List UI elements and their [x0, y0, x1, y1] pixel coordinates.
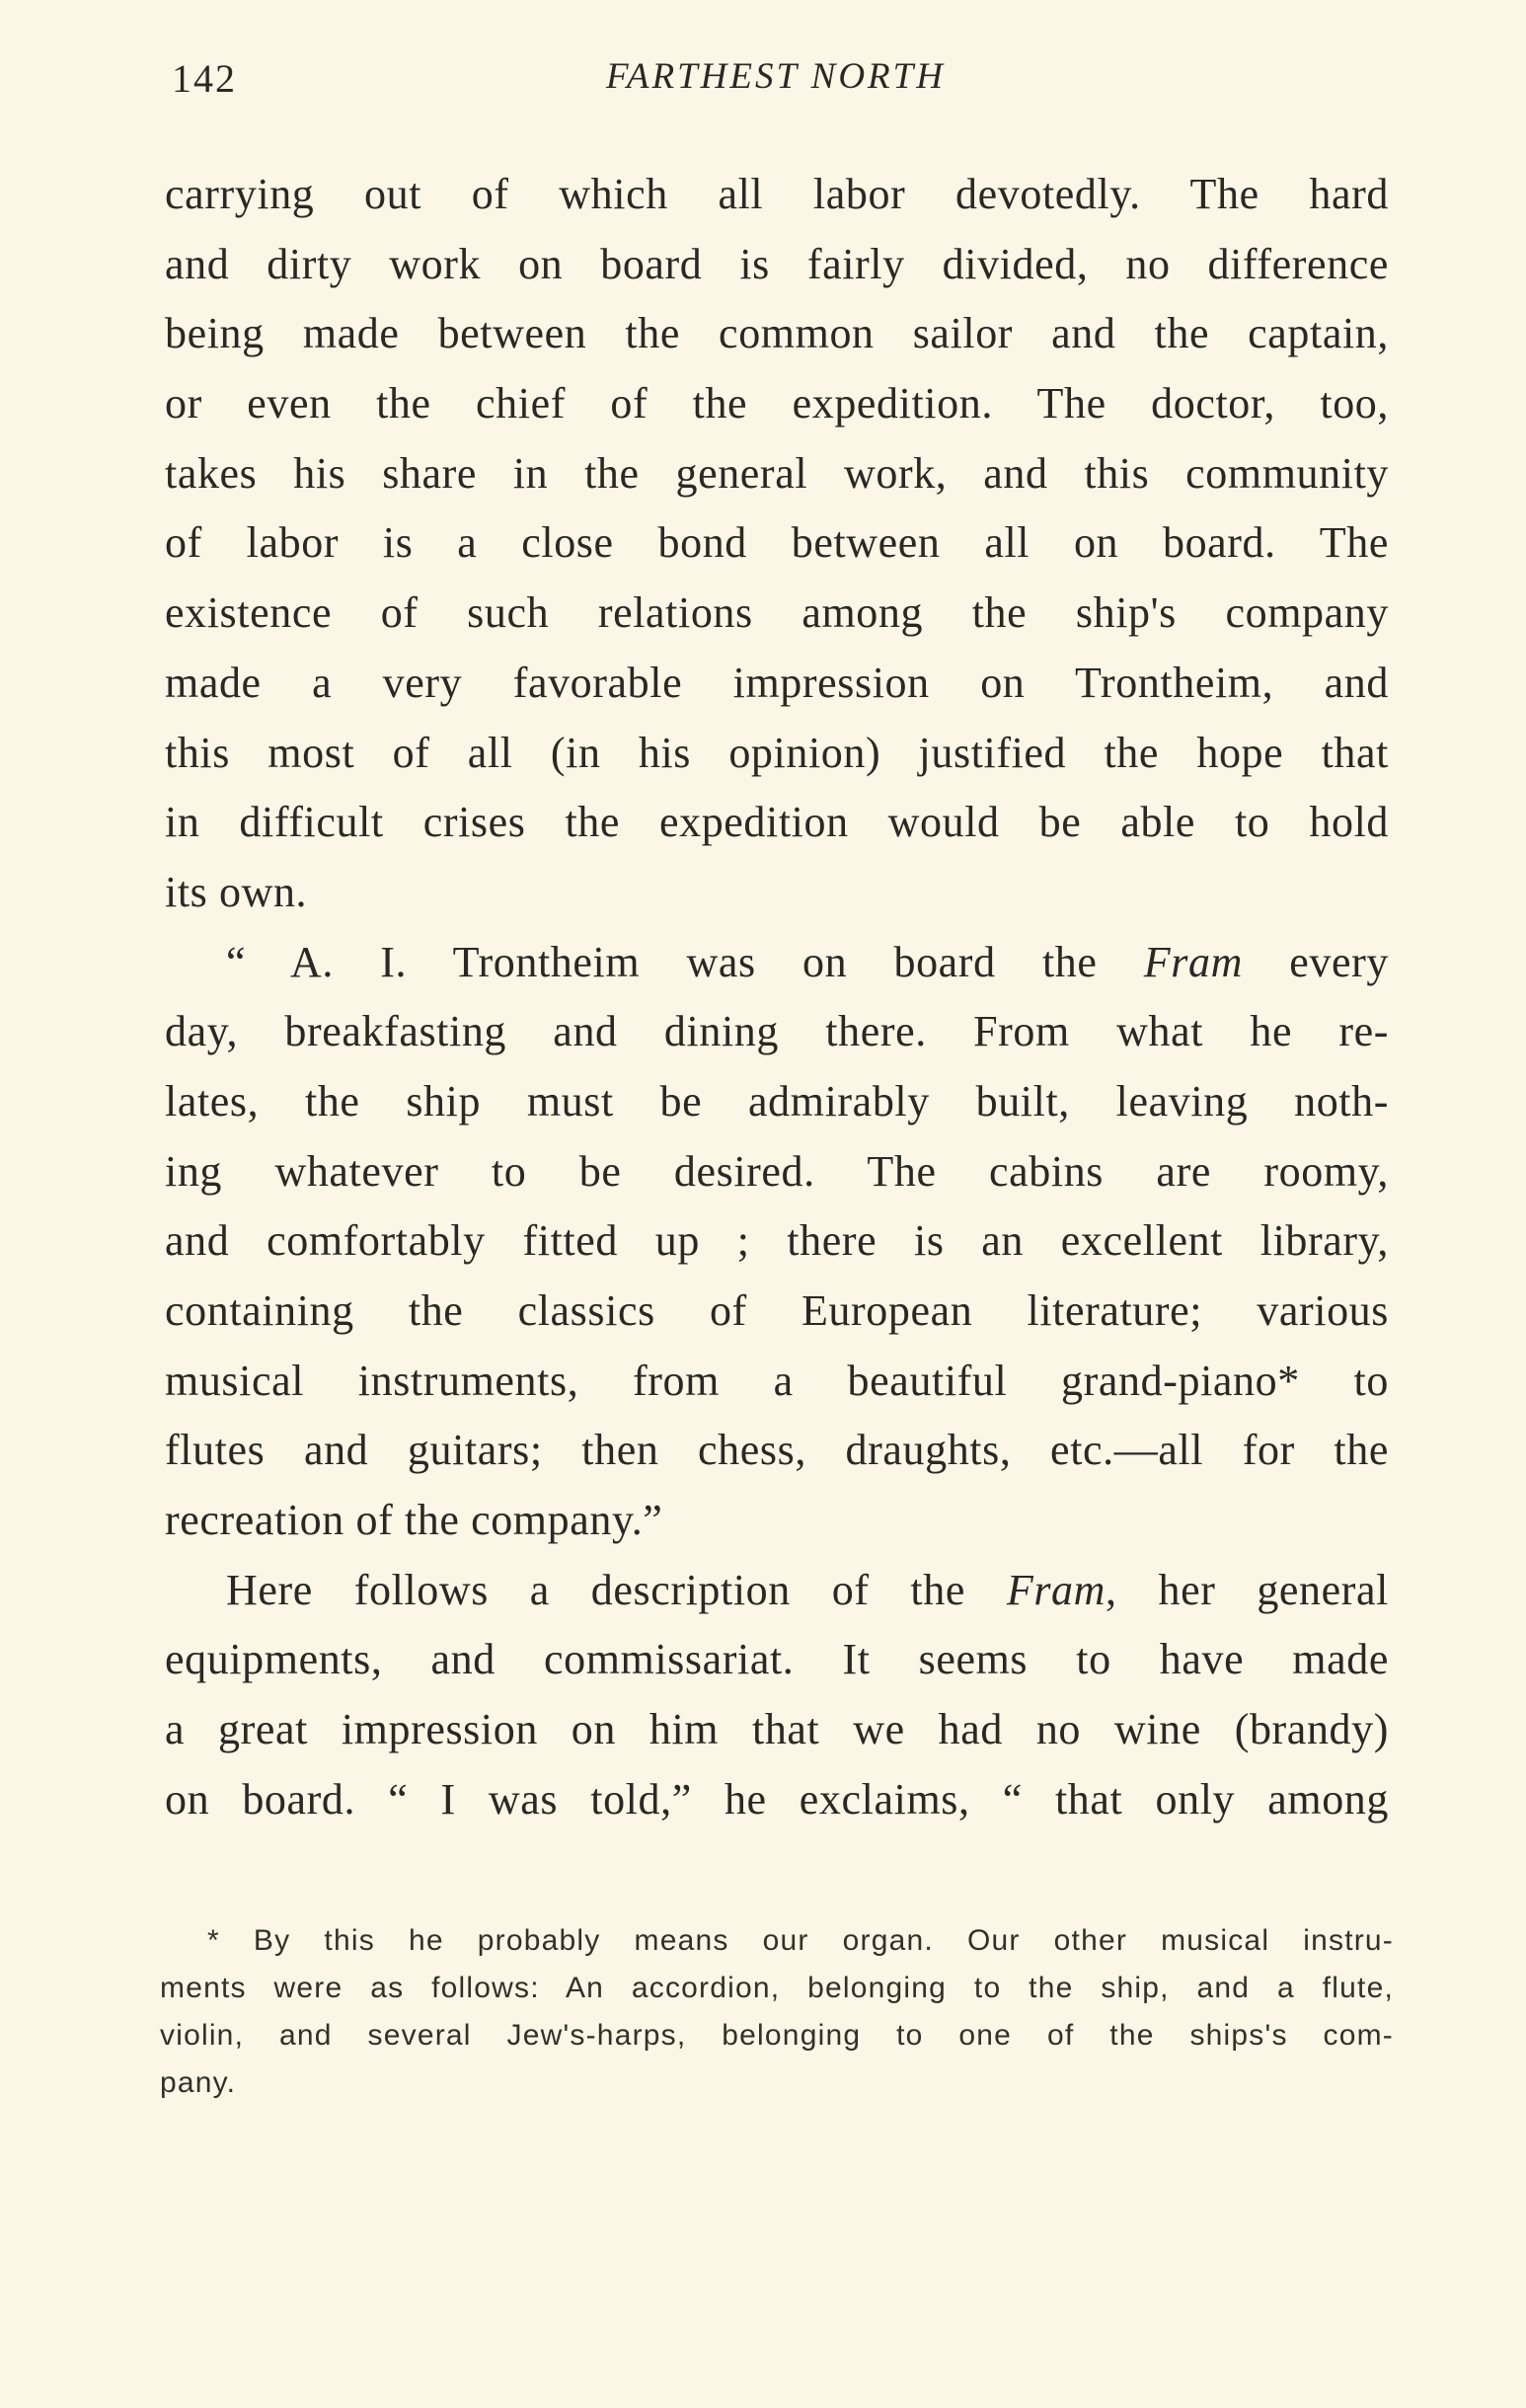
- text-line: being made between the common sailor and the captain,: [165, 309, 1389, 358]
- running-head: FARTHEST NORTH: [606, 56, 946, 97]
- text-line: carrying out of which all labor devotedly. The hard: [165, 170, 1389, 218]
- text-line: this most of all (in his opinion) justified the hope that: [165, 728, 1389, 777]
- text-segment: every: [1242, 937, 1389, 986]
- text-line: takes his share in the general work, and this community: [165, 448, 1389, 498]
- footnote-line: violin, and several Jew's-harps, belonging to one of the ships's com-: [160, 2019, 1394, 2052]
- ship-name: Fram: [1143, 937, 1243, 986]
- text-line: and dirty work on board is fairly divided, no difference: [165, 239, 1389, 288]
- text-line: existence of such relations among the ship's company: [165, 588, 1389, 638]
- footnote: [160, 1917, 1394, 2107]
- text-line: made a very favorable impression on Trontheim, and: [165, 658, 1389, 707]
- text-line: a great impression on him that we had no wine (brandy): [165, 1705, 1389, 1754]
- text-segment: Here follows a description of the: [226, 1565, 1007, 1614]
- text-line: on board. “ I was told,” he exclaims, “ that only among: [165, 1774, 1389, 1824]
- text-line: and comfortably fitted up ; there is an excellent library,: [165, 1216, 1389, 1266]
- text-line: day, breakfasting and dining there. From what he re-: [165, 1007, 1389, 1056]
- text-line: [165, 928, 1389, 998]
- text-line: its own.: [165, 867, 308, 916]
- footnote-line: ments were as follows: An accordion, belonging to the ship, and a flute,: [160, 1972, 1394, 2004]
- footnote-line: pany.: [160, 2066, 237, 2099]
- text-line: flutes and guitars; then chess, draughts, etc.—all for the: [165, 1426, 1389, 1475]
- footnote-line: * By this he probably means our organ. Our other musical instru-: [207, 1924, 1394, 1957]
- text-segment: , her general: [1106, 1565, 1389, 1614]
- text-line: in difficult crises the expedition would be able to hold: [165, 798, 1389, 847]
- body-text: [165, 160, 1389, 1835]
- text-line: equipments, and commissariat. It seems to have made: [165, 1635, 1389, 1684]
- text-line: recreation of the company.”: [165, 1496, 663, 1545]
- text-segment: “ A. I. Trontheim was on board the: [226, 937, 1144, 986]
- text-line: lates, the ship must be admirably built, leaving noth-: [165, 1076, 1389, 1126]
- text-line: or even the chief of the expedition. The doctor, too,: [165, 379, 1389, 428]
- page-header: [160, 51, 1392, 111]
- text-line: containing the classics of European literature; various: [165, 1286, 1389, 1335]
- text-line: musical instruments, from a beautiful grand-piano* to: [165, 1356, 1389, 1405]
- text-line: [165, 1556, 1389, 1626]
- page-number: 142: [172, 56, 237, 101]
- text-line: of labor is a close bond between all on board. The: [165, 518, 1389, 568]
- text-line: ing whatever to be desired. The cabins are roomy,: [165, 1146, 1389, 1196]
- ship-name: Fram: [1006, 1565, 1106, 1614]
